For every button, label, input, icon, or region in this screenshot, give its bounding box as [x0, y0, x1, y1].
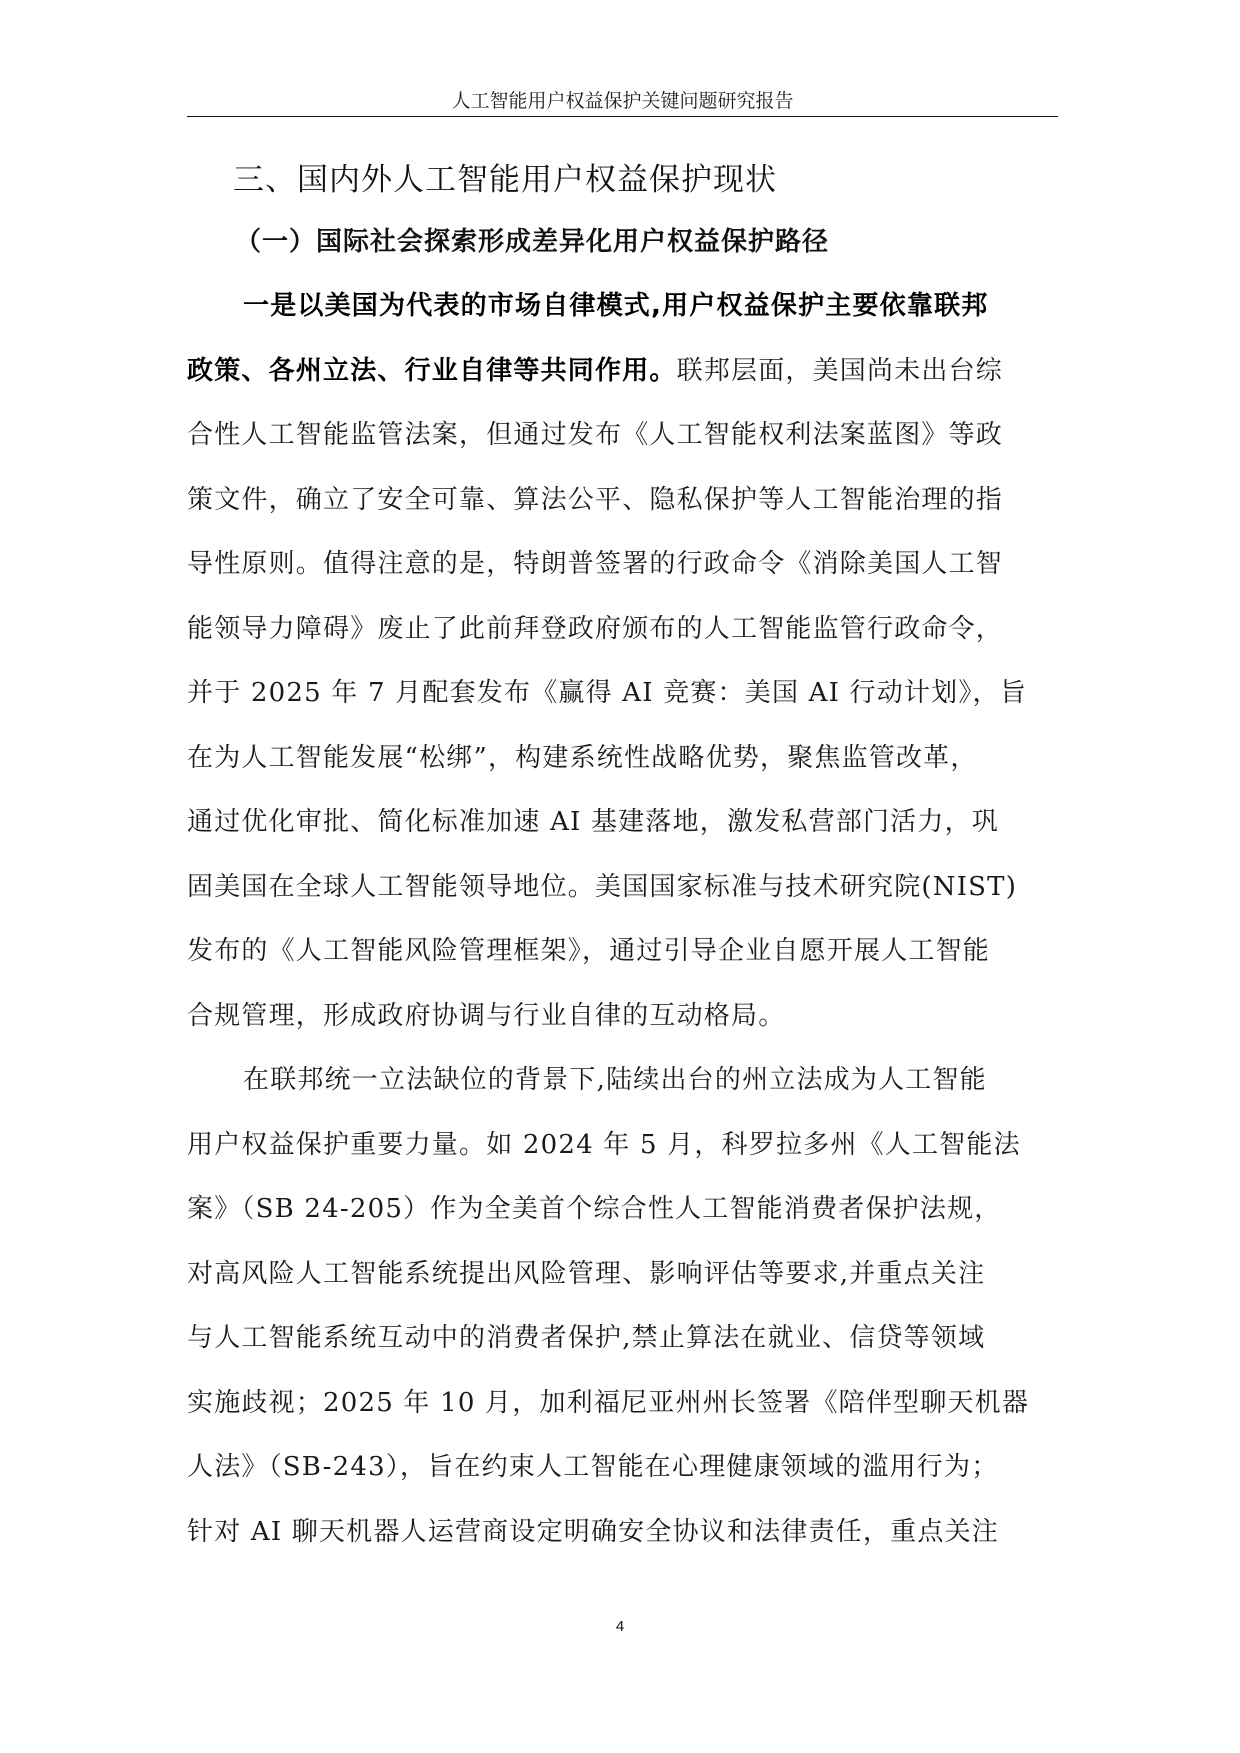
paragraph-line: 人法》（SB-243），旨在约束人工智能在心理健康领域的滥用行为；: [187, 1452, 999, 1482]
paragraph-line: 合性人工智能监管法案，但通过发布《人工智能权利法案蓝图》等政: [187, 420, 1004, 450]
paragraph-line: 实施歧视；2025 年 10 月，加利福尼亚州州长签署《陪伴型聊天机器: [187, 1387, 1030, 1418]
section-heading: 三、国内外人工智能用户权益保护现状: [233, 162, 777, 198]
paragraph-line: 策文件，确立了安全可靠、算法公平、隐私保护等人工智能治理的指: [187, 484, 1004, 515]
paragraph-line: 针对 AI 聊天机器人运营商设定明确安全协议和法律责任，重点关注: [187, 1516, 999, 1547]
paragraph-state-legislation: [187, 1048, 1058, 1564]
paragraph-line: 固美国在全球人工智能领导地位。美国国家标准与技术研究院(NIST): [187, 871, 1018, 902]
paragraph-line: 用户权益保护重要力量。如 2024 年 5 月，科罗拉多州《人工智能法: [187, 1129, 1021, 1160]
paragraph-us-model: [187, 274, 1058, 1048]
paragraph-line: 导性原则。值得注意的是，特朗普签署的行政命令《消除美国人工智: [187, 549, 1004, 579]
page-body: [187, 150, 1058, 1564]
paragraph-line: 与人工智能系统互动中的消费者保护,禁止算法在就业、信贷等领域: [187, 1323, 986, 1353]
paragraph-line: 案》（SB 24-205）作为全美首个综合性人工智能消费者保护法规，: [187, 1194, 1002, 1224]
paragraph-line: 能领导力障碍》废止了此前拜登政府颁布的人工智能监管行政命令，: [187, 613, 1004, 644]
paragraph-line: 发布的《人工智能风险管理框架》，通过引导企业自愿开展人工智能: [187, 936, 991, 966]
header-divider: [187, 116, 1058, 117]
paragraph-line: 对高风险人工智能系统提出风险管理、影响评估等要求,并重点关注: [187, 1258, 986, 1289]
page-number: 4: [615, 1618, 625, 1635]
paragraph-line: 一是以美国为代表的市场自律模式,用户权益保护主要依靠联邦: [243, 291, 989, 321]
paragraph-line: 通过优化审批、简化标准加速 AI 基建落地，激发私营部门活力，巩: [187, 807, 999, 837]
paragraph-line: 政策、各州立法、行业自律等共同作用。联邦层面，美国尚未出台综: [187, 355, 1004, 386]
paragraph-line: 在为人工智能发展“松绑”，构建系统性战略优势，聚焦监管改革，: [187, 742, 978, 773]
paragraph-line: 在联邦统一立法缺位的背景下,陆续出台的州立法成为人工智能: [243, 1065, 987, 1095]
running-header: 人工智能用户权益保护关键问题研究报告: [451, 90, 794, 112]
subsection-heading: （一）国际社会探索形成差异化用户权益保护路径: [235, 227, 830, 257]
paragraph-line: 并于 2025 年 7 月配套发布《赢得 AI 竞赛：美国 AI 行动计划》，旨: [187, 678, 1027, 708]
paragraph-line: 合规管理，形成政府协调与行业自律的互动格局。: [187, 1000, 786, 1031]
